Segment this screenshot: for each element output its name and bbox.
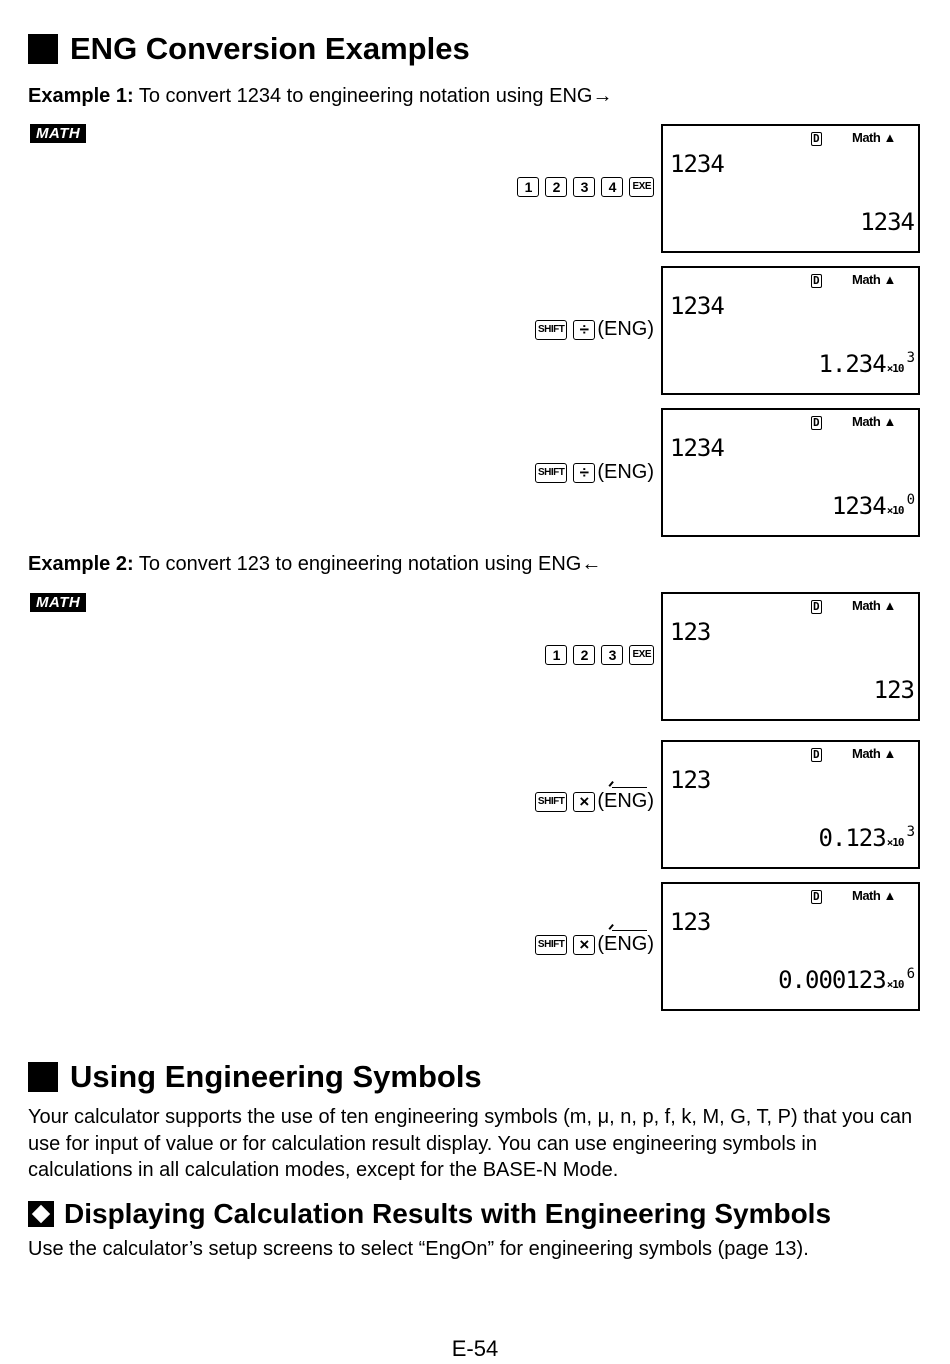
- subsection-heading-displaying-results: [28, 1198, 831, 1230]
- math-mode-badge: MATH: [30, 593, 86, 612]
- section-body: Your calculator supports the use of ten engineering symbols (m, μ, n, p, f, k, M, G, T, P) that you can use for input of value or for calculation result display. You can use engineering symbols in calculations in all calculation modes, except for the BASE-N Mode.: [28, 1106, 913, 1181]
- section-title: Using Engineering Symbols: [70, 1059, 482, 1094]
- eng-left-label: ENG: [603, 790, 648, 812]
- key-sequence: [535, 790, 654, 813]
- screen-input: 123: [670, 908, 711, 936]
- screen-result: [832, 492, 914, 520]
- key-2: 2: [573, 645, 595, 665]
- degree-indicator: D: [813, 274, 820, 287]
- math-indicator: Math ▲: [852, 598, 896, 613]
- key-shift: SHIFT: [535, 320, 567, 340]
- calculator-screen: [661, 882, 920, 1011]
- screen-input: 1234: [670, 292, 724, 320]
- heading-square-icon: [28, 1062, 58, 1092]
- key-sequence: [545, 645, 654, 665]
- math-indicator: Math ▲: [852, 272, 896, 287]
- eng-left-label: ENG: [603, 933, 648, 955]
- key-1: 1: [545, 645, 567, 665]
- math-indicator: Math ▲: [852, 888, 896, 903]
- key-function-label: (ENG): [597, 461, 654, 483]
- subsection-body: Use the calculator’s setup screens to select “EngOn” for engineering symbols (page 13).: [28, 1238, 809, 1260]
- times-ten-symbol: ×10: [886, 362, 904, 375]
- key-sequence: [535, 933, 654, 956]
- screen-result: [874, 676, 914, 704]
- degree-indicator: D: [813, 890, 820, 903]
- result-exponent: 3: [906, 350, 914, 366]
- key-function-label: (ENG): [597, 790, 654, 812]
- section-title: ENG Conversion Examples: [70, 31, 470, 66]
- degree-indicator: D: [813, 416, 820, 429]
- key-divide: ÷: [573, 463, 595, 483]
- result-exponent: 6: [906, 966, 914, 982]
- example2-label: Example 2:: [28, 553, 134, 575]
- math-mode-badge: MATH: [30, 124, 86, 143]
- key-sequence: [535, 461, 654, 484]
- calculator-screen: [661, 266, 920, 395]
- example1-line: [28, 85, 612, 108]
- result-mantissa: 1.234: [818, 350, 886, 378]
- key-sequence: [517, 177, 654, 197]
- degree-indicator: D: [813, 748, 820, 761]
- key-2: 2: [545, 177, 567, 197]
- key-multiply: ×: [573, 792, 595, 812]
- diamond-icon: [28, 1201, 54, 1227]
- page-number: E-54: [451, 1336, 499, 1361]
- calculator-screen: [661, 740, 920, 869]
- times-ten-symbol: ×10: [886, 836, 904, 849]
- result-mantissa: 0.123: [818, 824, 886, 852]
- result-mantissa: 0.000123: [778, 966, 886, 994]
- result-mantissa: 1234: [860, 208, 914, 236]
- key-4: 4: [601, 177, 623, 197]
- key-sequence: [535, 318, 654, 341]
- result-exponent: 3: [906, 824, 914, 840]
- degree-indicator: D: [813, 132, 820, 145]
- math-indicator: Math ▲: [852, 746, 896, 761]
- key-1: 1: [517, 177, 539, 197]
- key-3: 3: [573, 177, 595, 197]
- key-shift: SHIFT: [535, 792, 567, 812]
- degree-indicator: D: [813, 600, 820, 613]
- key-shift: SHIFT: [535, 935, 567, 955]
- math-indicator: Math ▲: [852, 414, 896, 429]
- result-mantissa: 1234: [831, 492, 886, 520]
- calculator-screen: [661, 124, 920, 253]
- section-heading-eng-conversion: [28, 31, 470, 67]
- example1-text: To convert 1234 to engineering notation using ENG→: [138, 85, 613, 107]
- key-function-label: (ENG): [597, 318, 654, 340]
- screen-result: [778, 966, 914, 994]
- subsection-title: Displaying Calculation Results with Engineering Symbols: [64, 1198, 832, 1229]
- heading-square-icon: [28, 34, 58, 64]
- key-divide: ÷: [573, 320, 595, 340]
- section-heading-engineering-symbols: [28, 1059, 482, 1095]
- result-mantissa: 123: [873, 676, 914, 704]
- screen-input: 123: [670, 618, 711, 646]
- key-exe: EXE: [629, 645, 654, 665]
- times-ten-symbol: ×10: [886, 978, 904, 991]
- math-indicator: Math ▲: [852, 130, 896, 145]
- screen-input: 1234: [670, 434, 724, 462]
- example1-label: Example 1:: [28, 85, 134, 107]
- key-multiply: ×: [573, 935, 595, 955]
- example2-line: [28, 553, 601, 576]
- screen-input: 123: [670, 766, 711, 794]
- screen-result: [860, 208, 914, 236]
- screen-result: [818, 824, 914, 852]
- result-exponent: 0: [906, 492, 914, 508]
- key-3: 3: [601, 645, 623, 665]
- screen-input: 1234: [670, 150, 724, 178]
- screen-result: [818, 350, 914, 378]
- example2-text: To convert 123 to engineering notation using ENG←: [138, 553, 602, 575]
- key-exe: EXE: [629, 177, 654, 197]
- key-shift: SHIFT: [535, 463, 567, 483]
- calculator-screen: [661, 408, 920, 537]
- key-function-label: (ENG): [597, 933, 654, 955]
- calculator-screen: [661, 592, 920, 721]
- times-ten-symbol: ×10: [886, 504, 904, 517]
